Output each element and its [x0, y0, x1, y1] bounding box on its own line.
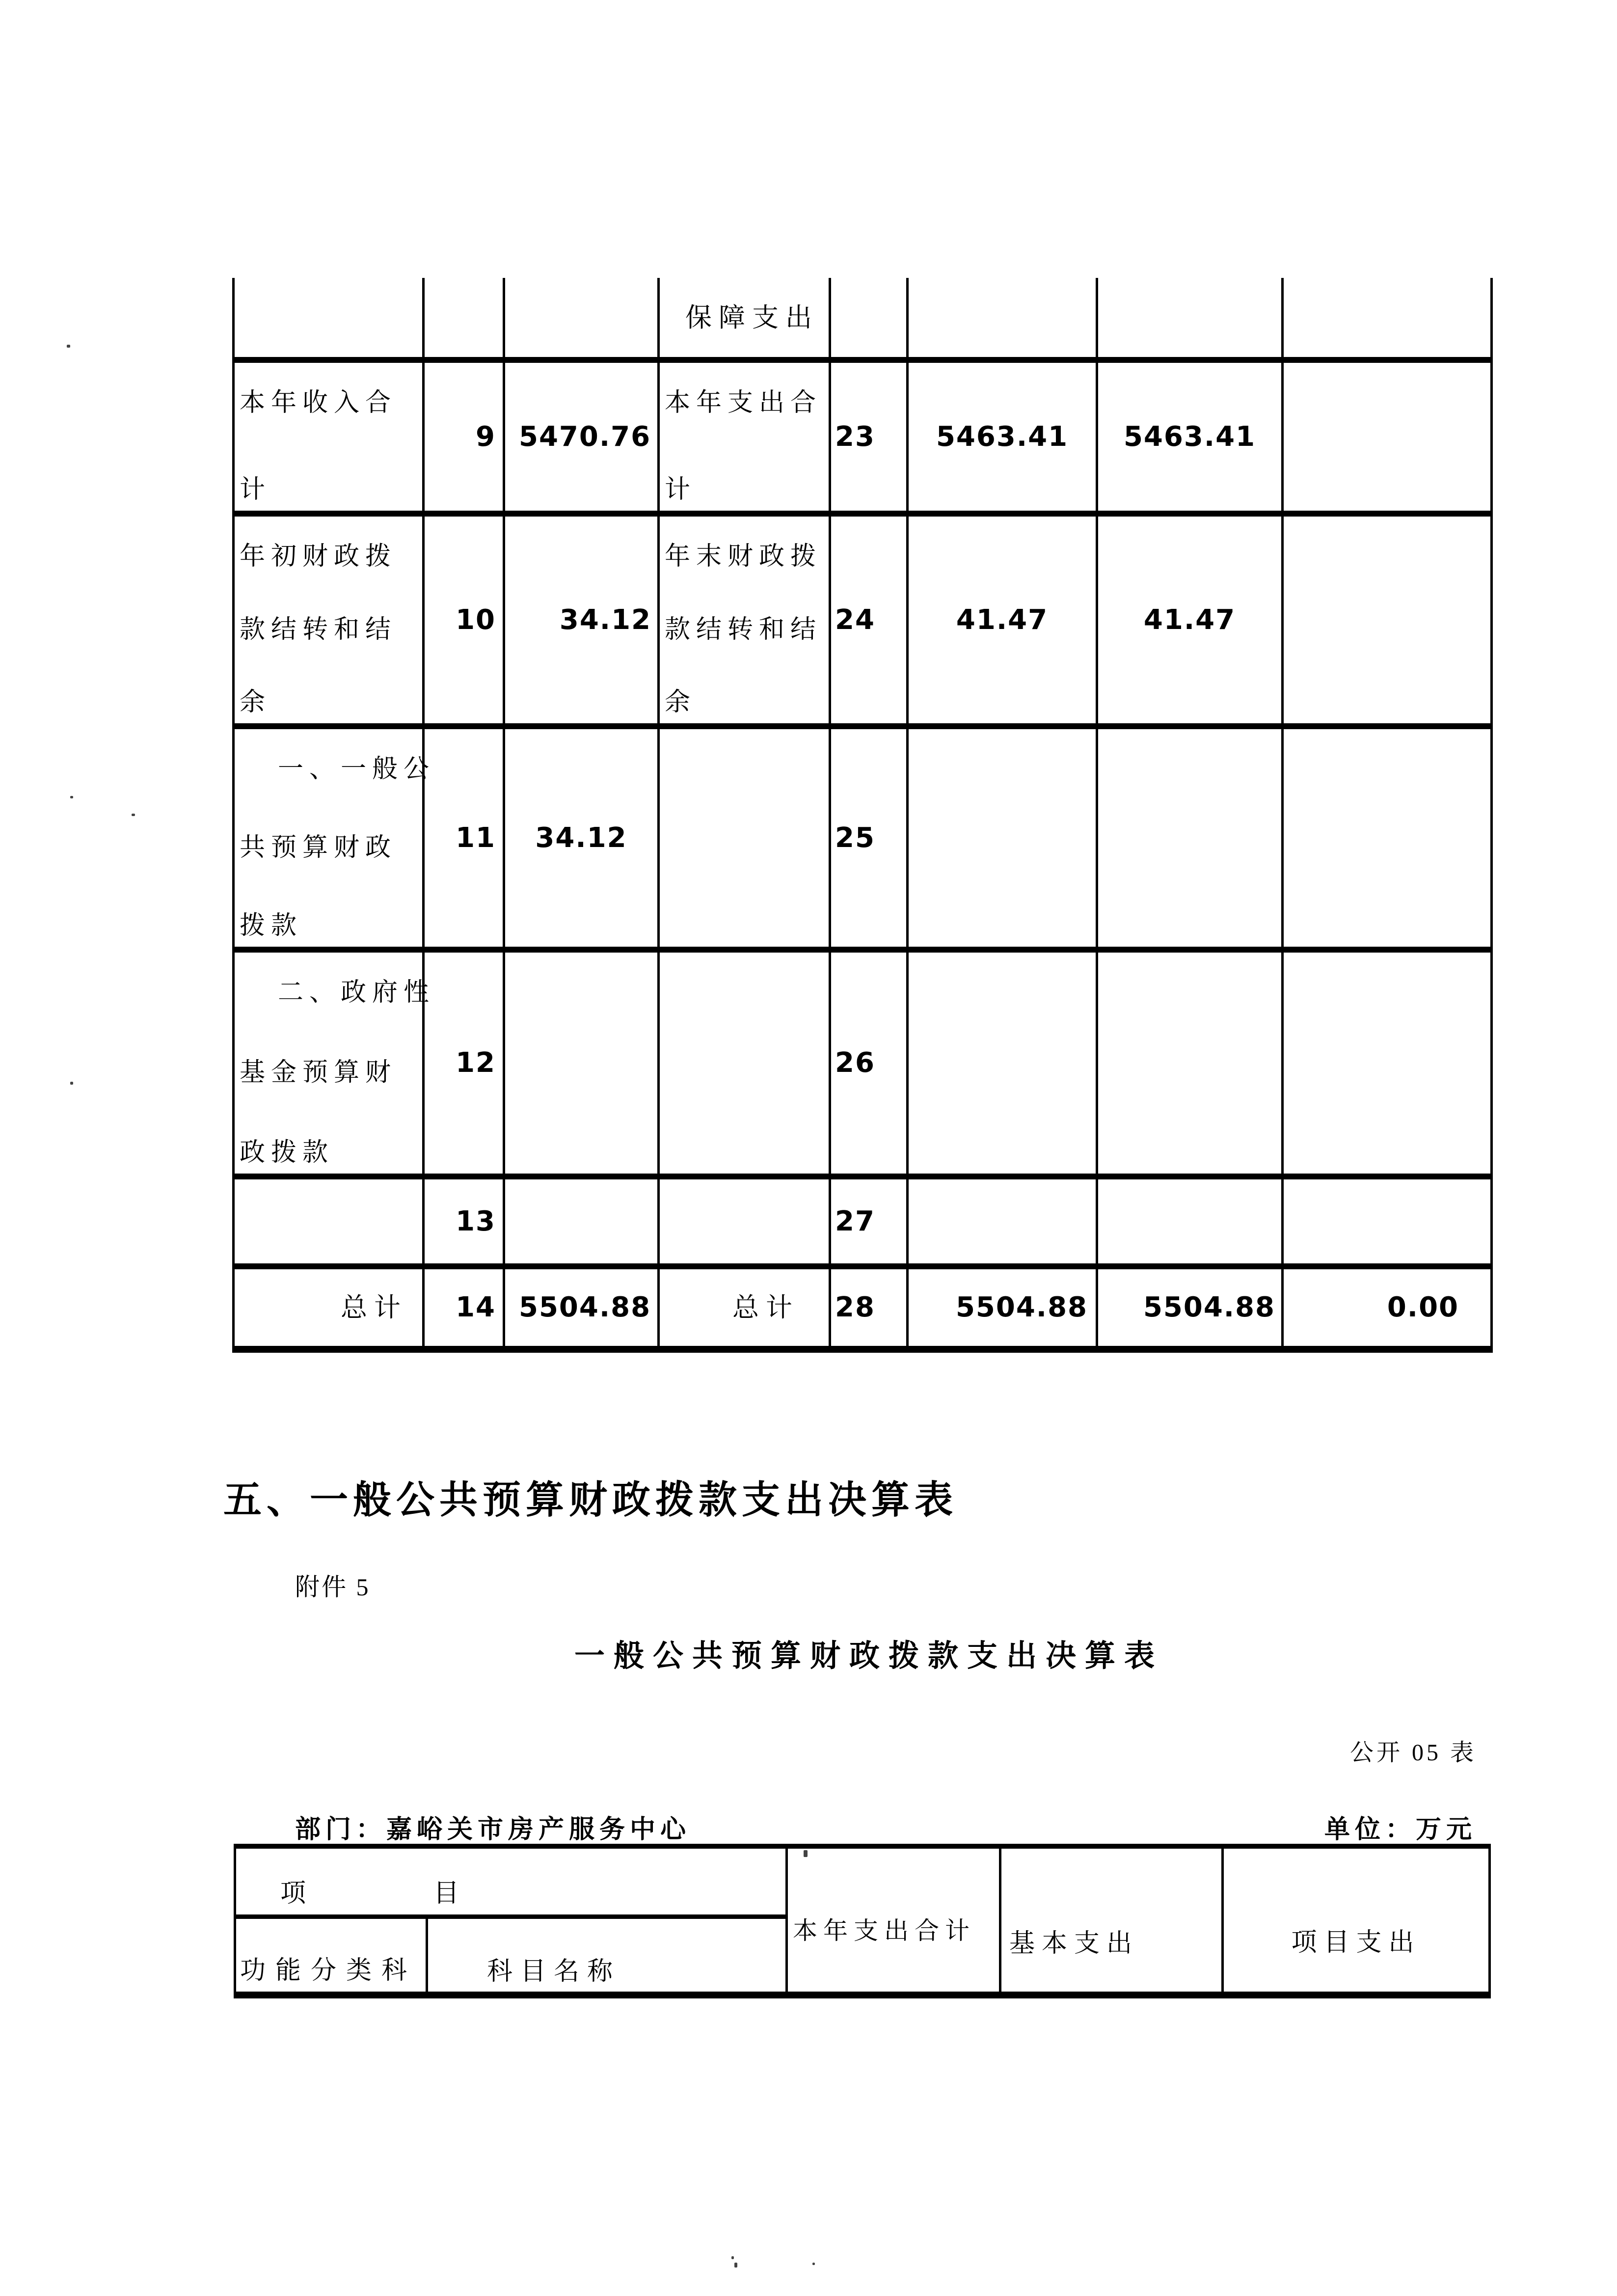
- table-cell: 年初财政拨 款结转和结 余: [235, 517, 425, 729]
- scan-noise-dot: [132, 814, 135, 816]
- table-cell: 13: [425, 1179, 505, 1269]
- table-cell: 5463.41: [909, 363, 1098, 517]
- scan-noise-dot: [804, 1850, 808, 1857]
- table-cell: 总计: [235, 1269, 425, 1353]
- table-cell: [1284, 278, 1493, 363]
- header-project: 项 目: [236, 1849, 785, 1919]
- table-cell: 本年收入合 计: [235, 363, 425, 517]
- table-cell: [1284, 517, 1493, 729]
- table-cell: 34.12: [505, 517, 660, 729]
- scan-noise-dot: [70, 796, 73, 798]
- table-cell: 41.47: [909, 517, 1098, 729]
- table-cell: 14: [425, 1269, 505, 1353]
- table-cell: [1098, 1179, 1284, 1269]
- table-cell: [235, 278, 425, 363]
- table-cell: [1284, 729, 1493, 953]
- table-cell: 保障支出: [660, 278, 831, 363]
- table-cell: [1098, 278, 1284, 363]
- table-cell: 11: [425, 729, 505, 953]
- table-meta-row: [295, 1808, 1477, 1845]
- table-cell: 12: [425, 953, 505, 1179]
- table-cell: [660, 729, 831, 953]
- table-cell: [909, 953, 1098, 1179]
- table-cell: 41.47: [1098, 517, 1284, 729]
- table-cell: [660, 1179, 831, 1269]
- table-cell: 23: [831, 363, 909, 517]
- income-expenditure-summary-table: [232, 278, 1493, 1353]
- table-cell: 5504.88: [1098, 1269, 1284, 1353]
- table-cell: [1098, 953, 1284, 1179]
- table-cell: [1284, 1179, 1493, 1269]
- table-cell: 27: [831, 1179, 909, 1269]
- scan-noise-dot: [734, 2263, 737, 2268]
- table-cell: 24: [831, 517, 909, 729]
- table-cell: 28: [831, 1269, 909, 1353]
- table-cell: [660, 953, 831, 1179]
- header-basic-expenditure: 基本支出: [999, 1849, 1221, 1992]
- table-cell: 25: [831, 729, 909, 953]
- section-heading: 五、一般公共预算财政拨款支出决算表: [223, 1478, 958, 1521]
- table-cell: 总计: [660, 1269, 831, 1353]
- scan-noise-dot: [731, 2256, 734, 2259]
- header-function-class: 功能分类科: [236, 1919, 428, 1992]
- table-cell: 二、政府性 基金预算财 政拨款: [235, 953, 425, 1179]
- header-year-total: 本年支出合计: [785, 1849, 999, 1992]
- header-subject-name: 科目名称: [487, 1958, 621, 1986]
- table-title: 一般公共预算财政拨款支出决算表: [574, 1639, 1164, 1673]
- table-cell: [425, 278, 505, 363]
- table-cell: [505, 1179, 660, 1269]
- table-cell: [235, 1179, 425, 1269]
- table-cell: 本年支出合 计: [660, 363, 831, 517]
- department-label: 部门：嘉峪关市房产服务中心: [295, 1816, 691, 1844]
- table-cell: 5470.76: [505, 363, 660, 517]
- scan-noise-dot: [70, 1082, 73, 1085]
- table-code-label: 公开 05 表: [1349, 1740, 1477, 1766]
- table-cell: 34.12: [505, 729, 660, 953]
- table-cell: [505, 278, 660, 363]
- table-cell: [909, 1179, 1098, 1269]
- expenditure-table-header: [234, 1844, 1491, 1998]
- table-cell: 年末财政拨 款结转和结 余: [660, 517, 831, 729]
- table-cell: [505, 953, 660, 1179]
- table-cell: 9: [425, 363, 505, 517]
- table-cell: 5504.88: [909, 1269, 1098, 1353]
- table-cell: 一、一般公 共预算财政 拨款: [235, 729, 425, 953]
- scan-noise-dot: [67, 345, 70, 348]
- table-cell: 5504.88: [505, 1269, 660, 1353]
- header-project-expenditure: 项目支出: [1221, 1849, 1488, 1992]
- unit-label: 单位：万元: [1324, 1816, 1477, 1844]
- table-cell: [909, 278, 1098, 363]
- table-cell: 10: [425, 517, 505, 729]
- table-cell: [909, 729, 1098, 953]
- table-cell: 26: [831, 953, 909, 1179]
- table-cell: [1098, 729, 1284, 953]
- table-cell: 5463.41: [1098, 363, 1284, 517]
- table-cell: [831, 278, 909, 363]
- table-cell: [1284, 953, 1493, 1179]
- table-cell: 0.00: [1284, 1269, 1493, 1353]
- table-cell: [1284, 363, 1493, 517]
- attachment-label: 附件 5: [295, 1573, 371, 1601]
- scan-noise-dot: [812, 2263, 815, 2265]
